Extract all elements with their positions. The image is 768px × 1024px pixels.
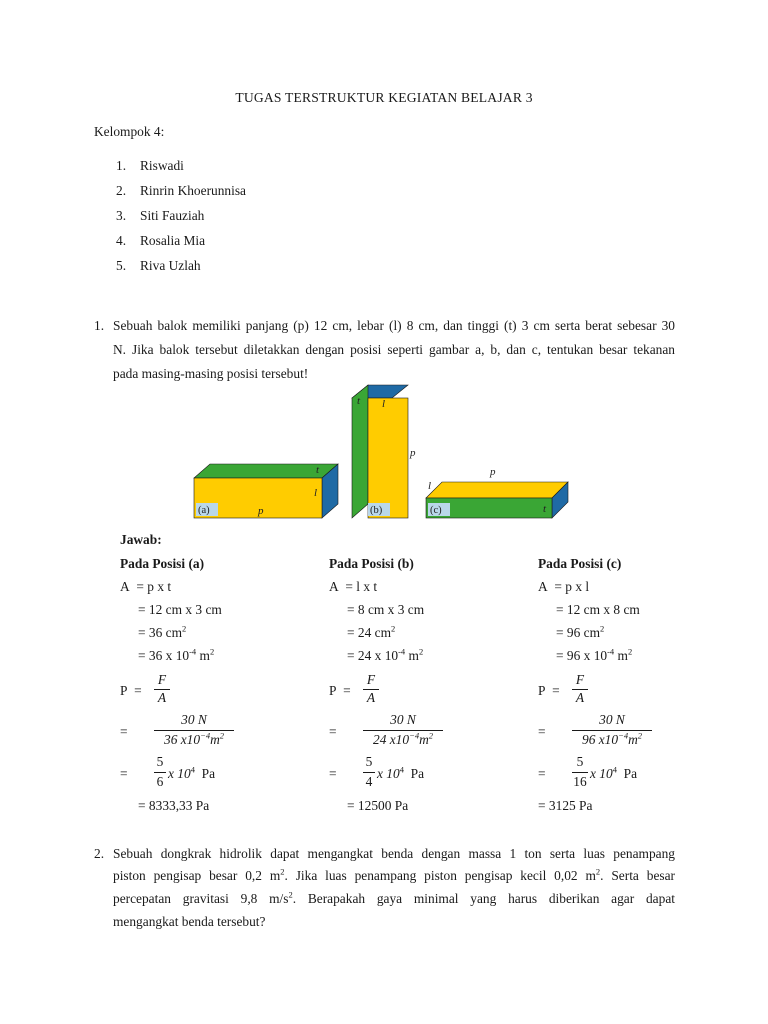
fig-tag-b: (b) [370, 505, 383, 516]
question-text-line: mengangkat benda tersebut? [113, 914, 266, 929]
block-a [194, 464, 338, 518]
member-item: 4. Rosalia Mia [116, 233, 206, 248]
svg-text:t: t [357, 395, 361, 407]
block-positions-figure [190, 384, 570, 524]
question-number: 2. [94, 846, 105, 861]
member-item: 3. Siti Fauziah [116, 208, 205, 223]
svg-text:p: p [490, 466, 496, 478]
member-item: 5. Riva Uzlah [116, 258, 201, 273]
fig-tag-a: (a) [198, 505, 210, 516]
question-text-line: percepatan gravitasi 9,8 $m/s^2$. Berapakah gaya minimal yang harus diberikan agar dapat [113, 889, 675, 906]
svg-text:l: l [382, 398, 386, 410]
question-number: 1. [94, 318, 105, 333]
member-item: 1. Riswadi [116, 158, 184, 173]
block-b [352, 385, 416, 518]
question-text-line: Sebuah dongkrak hidrolik dapat mengangkat benda dengan massa 1 ton serta luas penampang [113, 846, 675, 861]
svg-text:p: p [410, 447, 416, 459]
answer-label: Jawab: [120, 532, 162, 547]
svg-text:l: l [428, 480, 432, 492]
page-title: TUGAS TERSTRUKTUR KEGIATAN BELAJAR 3 [235, 90, 533, 105]
group-label: Kelompok 4: [94, 124, 165, 139]
fig-tag-c: (c) [430, 505, 442, 516]
question-text-line: N. Jika balok tersebut diletakkan dengan posisi seperti gambar a, b, dan c, tentukan besar tekanan [113, 342, 675, 357]
member-item: 2. Rinrin Khoerunnisa [116, 183, 246, 198]
svg-text:l: l [314, 487, 318, 499]
question-text-line: piston pengisap besar 0,2 $m^2$. Jika luas penampang piston pengisap kecil 0,02 $m^2$. Serta besar [113, 866, 675, 883]
svg-text:p: p [258, 505, 264, 517]
svg-text:t: t [543, 503, 547, 515]
svg-text:t: t [316, 464, 320, 476]
question-text-line: Sebuah balok memiliki panjang (p) 12 cm, lebar (l) 8 cm, dan tinggi (t) 3 cm serta berat sebesar 30 [113, 318, 675, 333]
block-c [426, 466, 568, 518]
question-text-line: pada masing-masing posisi tersebut! [113, 366, 309, 381]
